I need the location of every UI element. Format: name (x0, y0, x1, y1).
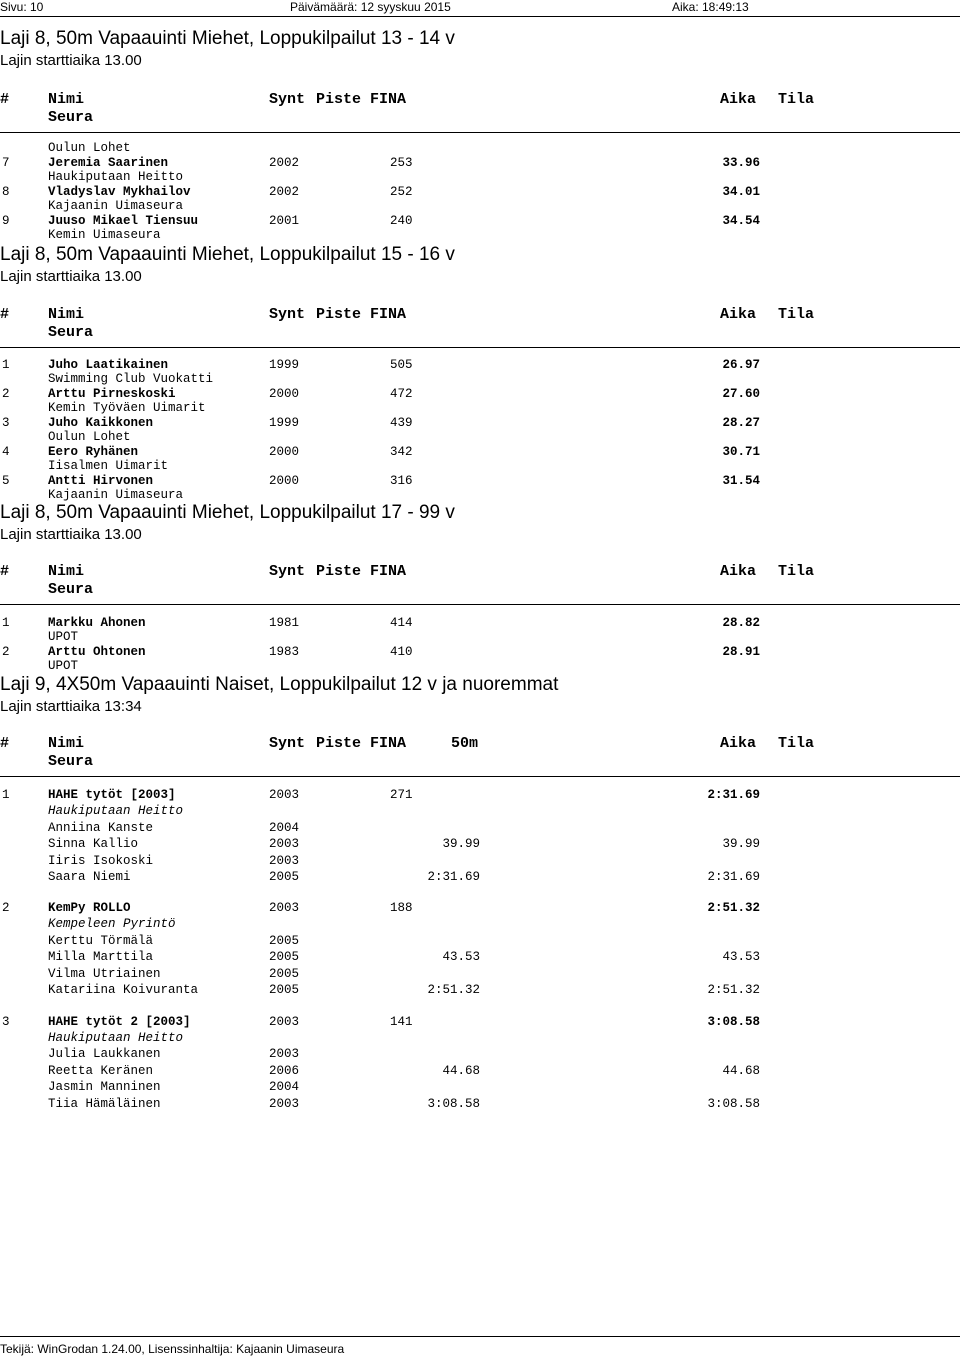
list-item (0, 372, 960, 387)
swimmer-name: Kerttu Törmälä (48, 934, 154, 948)
birth-year: 2005 (269, 934, 300, 948)
list-item (0, 488, 960, 503)
list-item (0, 401, 960, 416)
birth-year: 2000 (269, 445, 300, 459)
club-name: Haukiputaan Heitto (48, 804, 184, 818)
birth-year: 2002 (269, 156, 300, 170)
split-time: 2:31.69 (427, 870, 480, 884)
result-time: 3:08.58 (707, 1015, 760, 1029)
swimmer-name: Jeremia Saarinen (48, 156, 169, 170)
table-row (0, 387, 960, 402)
col-nimi: Nimi (48, 306, 85, 323)
table-row (0, 1015, 960, 1030)
swimmer-row (0, 967, 960, 982)
club-name: Kempeleen Pyrintö (48, 917, 176, 931)
result-time: 34.54 (722, 214, 760, 228)
swimmer-name: Anniina Kanste (48, 821, 154, 835)
table-row (0, 445, 960, 460)
birth-year: 2004 (269, 1080, 300, 1094)
col-tila: Tila (778, 563, 815, 580)
birth-year: 2004 (269, 821, 300, 835)
swimmer-row (0, 1047, 960, 1062)
team-name: KemPy ROLLO (48, 901, 131, 915)
list-item (0, 1031, 960, 1046)
birth-year: 2000 (269, 474, 300, 488)
fina-points: 141 (390, 1015, 413, 1029)
col-synt: Synt (269, 91, 306, 108)
fina-points: 316 (390, 474, 413, 488)
club-name: Kemin Uimaseura (48, 228, 161, 242)
split-time: 44.68 (442, 1064, 480, 1078)
result-time: 30.71 (722, 445, 760, 459)
swimmer-row (0, 983, 960, 998)
swimmer-name: Markku Ahonen (48, 616, 146, 630)
col-piste: Piste FINA (316, 563, 407, 580)
result-time: 31.54 (722, 474, 760, 488)
table-row (0, 185, 960, 200)
swimmer-row (0, 1080, 960, 1095)
birth-year: 1999 (269, 416, 300, 430)
birth-year: 2005 (269, 983, 300, 997)
birth-year: 2003 (269, 1015, 300, 1029)
result-time: 28.82 (722, 616, 760, 630)
club-name: Kemin Työväen Uimarit (48, 401, 206, 415)
page-number: Sivu: 10 (0, 0, 44, 14)
col-aika: Aika (720, 563, 757, 580)
swimmer-name: Vilma Utriainen (48, 967, 161, 981)
birth-year: 2005 (269, 870, 300, 884)
col-nimi: Nimi (48, 563, 85, 580)
list-item (0, 917, 960, 932)
swimmer-name: Juho Laatikainen (48, 358, 169, 372)
list-item (0, 659, 960, 674)
list-item (0, 630, 960, 645)
birth-year: 2000 (269, 387, 300, 401)
birth-year: 2001 (269, 214, 300, 228)
fina-points: 342 (390, 445, 413, 459)
birth-year: 2003 (269, 788, 300, 802)
swimmer-name: Saara Niemi (48, 870, 131, 884)
event-start-time: Lajin starttiaika 13.00 (0, 52, 142, 69)
table-row (0, 645, 960, 660)
fina-points: 410 (390, 645, 413, 659)
col-synt: Synt (269, 563, 306, 580)
col-num: # (0, 306, 10, 323)
fina-points: 252 (390, 185, 413, 199)
table-row (0, 788, 960, 803)
swimmer-name: Juuso Mikael Tiensuu (48, 214, 199, 228)
page-header (0, 0, 960, 15)
col-num: # (0, 563, 10, 580)
placing: 9 (2, 214, 10, 228)
birth-year: 2003 (269, 1097, 300, 1111)
swimmer-row (0, 934, 960, 949)
swimmer-row (0, 821, 960, 836)
print-date: Päivämäärä: 12 syyskuu 2015 (290, 0, 451, 14)
fina-points: 505 (390, 358, 413, 372)
swimmer-name: Reetta Keränen (48, 1064, 154, 1078)
split-time: 2:51.32 (427, 983, 480, 997)
result-time: 2:51.32 (707, 901, 760, 915)
swimmer-name: Iiris Isokoski (48, 854, 154, 868)
col-piste: Piste FINA (316, 306, 407, 323)
birth-year: 1999 (269, 358, 300, 372)
club-name: Oulun Lohet (48, 141, 131, 155)
list-item (0, 170, 960, 185)
col-aika: Aika (720, 91, 757, 108)
event-start-time: Lajin starttiaika 13.00 (0, 526, 142, 543)
col-piste: Piste FINA (316, 91, 407, 108)
birth-year: 1983 (269, 645, 300, 659)
table-row (0, 901, 960, 916)
split-time: 43.53 (442, 950, 480, 964)
club-name: Oulun Lohet (48, 430, 131, 444)
club-name: Swimming Club Vuokatti (48, 372, 214, 386)
fina-points: 271 (390, 788, 413, 802)
birth-year: 2005 (269, 950, 300, 964)
col-nimi: Nimi (48, 91, 85, 108)
fina-points: 439 (390, 416, 413, 430)
swimmer-name: Jasmin Manninen (48, 1080, 161, 1094)
split-time: 39.99 (442, 837, 480, 851)
header-underline (0, 776, 960, 777)
club-name: Kajaanin Uimaseura (48, 199, 184, 213)
result-time: 28.27 (722, 416, 760, 430)
event-title: Laji 8, 50m Vapaauinti Miehet, Loppukilpailut 15 - 16 v (0, 244, 455, 265)
club-name: UPOT (48, 630, 79, 644)
team-name: HAHE tytöt 2 [2003] (48, 1015, 191, 1029)
list-item (0, 459, 960, 474)
table-row (0, 416, 960, 431)
result-time: 26.97 (722, 358, 760, 372)
placing: 5 (2, 474, 10, 488)
table-row (0, 358, 960, 373)
birth-year: 1981 (269, 616, 300, 630)
list-item (0, 804, 960, 819)
swimmer-name: Antti Hirvonen (48, 474, 154, 488)
header-underline (0, 604, 960, 605)
col-tila: Tila (778, 306, 815, 323)
cumulative-time: 3:08.58 (707, 1097, 760, 1111)
placing: 1 (2, 358, 10, 372)
event-start-time: Lajin starttiaika 13.00 (0, 268, 142, 285)
list-item (0, 141, 960, 156)
cumulative-time: 43.53 (722, 950, 760, 964)
birth-year: 2005 (269, 967, 300, 981)
swimmer-name: Arttu Pirneskoski (48, 387, 176, 401)
swimmer-name: Milla Marttila (48, 950, 154, 964)
event-start-time: Lajin starttiaika 13:34 (0, 698, 142, 715)
cumulative-time: 2:31.69 (707, 870, 760, 884)
col-num: # (0, 91, 10, 108)
event-title: Laji 9, 4X50m Vapaauinti Naiset, Loppukilpailut 12 v ja nuoremmat (0, 674, 559, 695)
header-divider (0, 16, 960, 17)
col-seura: Seura (48, 324, 94, 341)
col-aika: Aika (720, 306, 757, 323)
placing: 2 (2, 901, 10, 915)
placing: 1 (2, 788, 10, 802)
result-time: 27.60 (722, 387, 760, 401)
placing: 7 (2, 156, 10, 170)
col-tila: Tila (778, 735, 815, 752)
fina-points: 188 (390, 901, 413, 915)
list-item (0, 430, 960, 445)
table-row (0, 214, 960, 229)
header-underline (0, 347, 960, 348)
fina-points: 472 (390, 387, 413, 401)
col-num: # (0, 735, 10, 752)
col-seura: Seura (48, 109, 94, 126)
result-time: 28.91 (722, 645, 760, 659)
col-seura: Seura (48, 581, 94, 598)
cumulative-time: 44.68 (722, 1064, 760, 1078)
table-row (0, 616, 960, 631)
swimmer-row (0, 950, 960, 965)
col-seura: Seura (48, 753, 94, 770)
swimmer-name: Tiia Hämäläinen (48, 1097, 161, 1111)
table-row (0, 156, 960, 171)
swimmer-row (0, 1097, 960, 1112)
col-tila: Tila (778, 91, 815, 108)
result-time: 2:31.69 (707, 788, 760, 802)
col-synt: Synt (269, 306, 306, 323)
cumulative-time: 2:51.32 (707, 983, 760, 997)
club-name: Iisalmen Uimarit (48, 459, 169, 473)
col-50m: 50m (451, 735, 479, 752)
placing: 2 (2, 645, 10, 659)
placing: 4 (2, 445, 10, 459)
swimmer-name: Katariina Koivuranta (48, 983, 199, 997)
split-time: 3:08.58 (427, 1097, 480, 1111)
swimmer-row (0, 854, 960, 869)
cumulative-time: 39.99 (722, 837, 760, 851)
event-title: Laji 8, 50m Vapaauinti Miehet, Loppukilpailut 13 - 14 v (0, 28, 455, 49)
team-name: HAHE tytöt [2003] (48, 788, 176, 802)
club-name: Kajaanin Uimaseura (48, 488, 184, 502)
swimmer-name: Sinna Kallio (48, 837, 139, 851)
event-title: Laji 8, 50m Vapaauinti Miehet, Loppukilpailut 17 - 99 v (0, 502, 455, 523)
fina-points: 240 (390, 214, 413, 228)
birth-year: 2003 (269, 837, 300, 851)
col-piste: Piste FINA (316, 735, 407, 752)
birth-year: 2003 (269, 901, 300, 915)
col-aika: Aika (720, 735, 757, 752)
result-time: 34.01 (722, 185, 760, 199)
placing: 3 (2, 1015, 10, 1029)
placing: 3 (2, 416, 10, 430)
swimmer-row (0, 837, 960, 852)
swimmer-name: Arttu Ohtonen (48, 645, 146, 659)
result-time: 33.96 (722, 156, 760, 170)
swimmer-row (0, 870, 960, 885)
header-underline (0, 132, 960, 133)
club-name: Haukiputaan Heitto (48, 170, 184, 184)
col-synt: Synt (269, 735, 306, 752)
placing: 8 (2, 185, 10, 199)
swimmer-name: Juho Kaikkonen (48, 416, 154, 430)
club-name: Haukiputaan Heitto (48, 1031, 184, 1045)
fina-points: 414 (390, 616, 413, 630)
list-item (0, 228, 960, 243)
col-nimi: Nimi (48, 735, 85, 752)
footer-divider (0, 1336, 960, 1337)
birth-year: 2002 (269, 185, 300, 199)
swimmer-name: Vladyslav Mykhailov (48, 185, 191, 199)
placing: 2 (2, 387, 10, 401)
placing: 1 (2, 616, 10, 630)
table-row (0, 474, 960, 489)
list-item (0, 199, 960, 214)
page-footer: Tekijä: WinGrodan 1.24.00, Lisenssinhaltija: Kajaanin Uimaseura (0, 1342, 345, 1356)
birth-year: 2003 (269, 854, 300, 868)
swimmer-name: Julia Laukkanen (48, 1047, 161, 1061)
swimmer-row (0, 1064, 960, 1079)
birth-year: 2006 (269, 1064, 300, 1078)
birth-year: 2003 (269, 1047, 300, 1061)
swimmer-name: Eero Ryhänen (48, 445, 139, 459)
club-name: UPOT (48, 659, 79, 673)
print-time: Aika: 18:49:13 (672, 0, 749, 14)
fina-points: 253 (390, 156, 413, 170)
